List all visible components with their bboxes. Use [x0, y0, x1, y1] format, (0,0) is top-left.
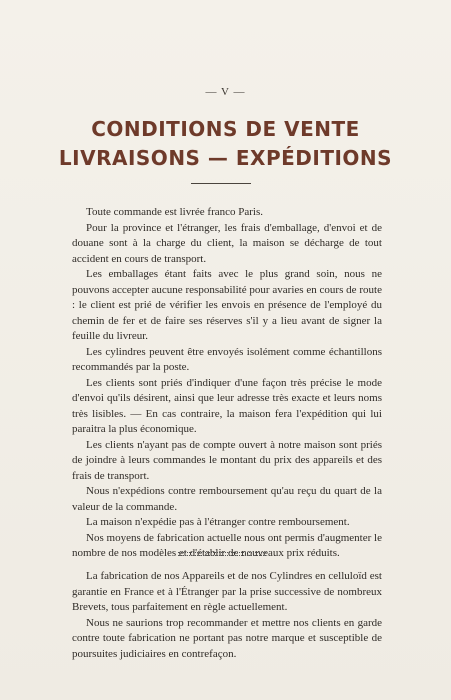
page-title-conditions: CONDITIONS DE VENTE — [91, 117, 360, 141]
section-separator — [178, 552, 266, 556]
section-number: — V — — [205, 86, 246, 98]
condition-paragraph: Toute commande est livrée franco Paris. — [86, 206, 263, 218]
condition-paragraph: Nous n'expédions contre remboursement qu'au reçu du quart de la valeur de la commande. — [72, 485, 382, 513]
condition-paragraph: Les emballages étant faits avec le plus grand soin, nous ne pouvons accepter aucune responsabilité pour avaries en cours de route : le client est prié de vérifier les envois en présence de l'employé du chemin de fer et de faire ses réserves s'il y a lieu avant de signer la feuille du livreur. — [72, 268, 382, 342]
condition-paragraph: Les clients sont priés d'indiquer d'une façon très précise le mode d'envoi qu'ils désirent, ainsi que leur adresse très exacte et leurs noms très lisibles. — En cas contraire, la maison fera l'expédition qui lui paraitra la plus économique. — [72, 376, 382, 435]
patent-notice-text — [72, 569, 382, 662]
conditions-text — [72, 205, 382, 562]
title-divider — [191, 183, 251, 184]
condition-paragraph: Les clients n'ayant pas de compte ouvert à notre maison sont priés de joindre à leurs commandes le montant du prix des appareils et des frais de transport. — [72, 438, 382, 482]
condition-paragraph: La maison n'expédie pas à l'étranger contre remboursement. — [86, 516, 350, 528]
page-title-livraisons: LIVRAISONS — EXPÉDITIONS — [58, 146, 393, 170]
condition-paragraph: Pour la province et l'étranger, les frais d'emballage, d'envoi et de douane sont à la charge du client, la maison se décharge de tout accident en cours de transport. — [72, 221, 382, 265]
condition-paragraph: Les cylindres peuvent être envoyés isolément comme échantillons recommandés par la poste. — [72, 345, 382, 373]
notice-paragraph: La fabrication de nos Appareils et de nos Cylindres en celluloïd est garantie en France et à l'Étranger par la prise successive de nombreux Brevets, tous parfaitement en règle actuellement. — [72, 570, 382, 613]
notice-paragraph: Nous ne saurions trop recommander et mettre nos clients en garde contre toute fabrication ne portant pas notre marque et susceptible de poursuites judiciaires en contrefaçon. — [72, 616, 382, 660]
condition-paragraph: Nos moyens de fabrication actuelle nous ont permis d'augmenter le nombre de nos modèles et d'établir de nouveaux prix réduits. — [72, 531, 382, 559]
